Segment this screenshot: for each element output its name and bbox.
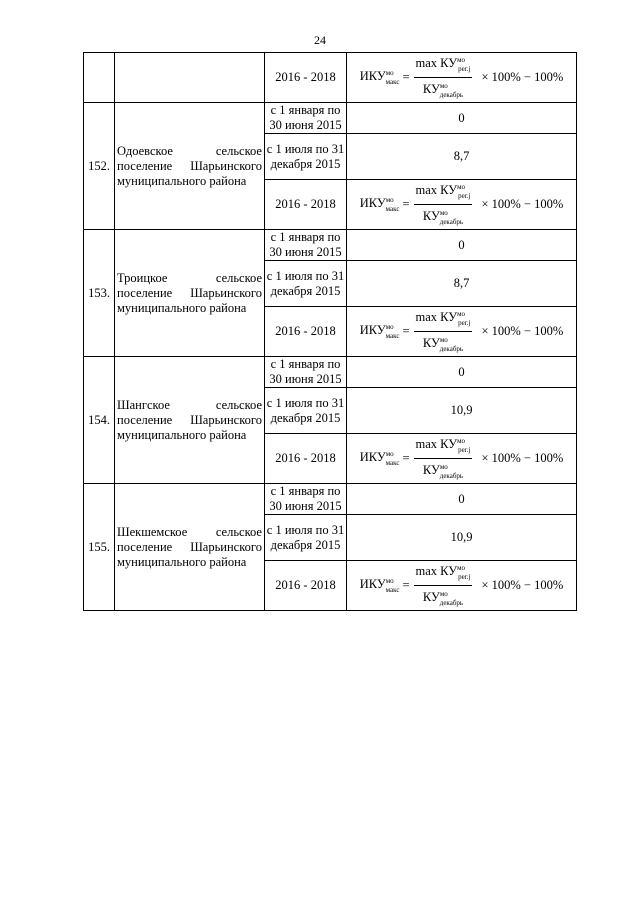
value-cell: 10,9 bbox=[347, 388, 577, 434]
formula-eq: = bbox=[402, 324, 410, 338]
page-number: 24 bbox=[314, 33, 326, 47]
row-number: 153. bbox=[84, 230, 115, 357]
formula-numerator: $\max КУ^{мо}_{рег.j}$ bbox=[414, 307, 473, 332]
formula-fraction bbox=[414, 307, 473, 356]
period-cell: с 1 января по 30 июня 2015 bbox=[265, 484, 347, 515]
row-number: 154. bbox=[84, 357, 115, 484]
value-cell: 0 bbox=[347, 230, 577, 261]
period-cell: 2016 - 2018 bbox=[265, 434, 347, 484]
formula bbox=[347, 307, 576, 356]
row-number: 155. bbox=[84, 484, 115, 611]
period-cell: с 1 июля по 31 декабря 2015 bbox=[265, 134, 347, 180]
period-cell: с 1 июля по 31 декабря 2015 bbox=[265, 388, 347, 434]
settlement-name: Шангское сельское поселение Шарьинского муниципального района bbox=[115, 357, 265, 484]
formula-denominator: $КУ^{мо}_{декабрь}$ bbox=[422, 82, 464, 99]
value-cell bbox=[347, 307, 577, 357]
period-cell: 2016 - 2018 bbox=[265, 561, 347, 611]
period-cell: с 1 июля по 31 декабря 2015 bbox=[265, 261, 347, 307]
period-cell: с 1 января по 30 июня 2015 bbox=[265, 103, 347, 134]
formula-numerator: $\max КУ^{мо}_{рег.j}$ bbox=[414, 434, 473, 459]
period-cell: 2016 - 2018 bbox=[265, 53, 347, 103]
formula-fraction bbox=[414, 434, 473, 483]
value-cell: 8,7 bbox=[347, 134, 577, 180]
period-cell: с 1 июля по 31 декабря 2015 bbox=[265, 515, 347, 561]
period-cell: с 1 января по 30 июня 2015 bbox=[265, 230, 347, 261]
formula bbox=[347, 561, 576, 610]
value-cell: 8,7 bbox=[347, 261, 577, 307]
formula-denominator: $КУ^{мо}_{декабрь}$ bbox=[422, 590, 464, 607]
period-cell: 2016 - 2018 bbox=[265, 307, 347, 357]
value-cell bbox=[347, 180, 577, 230]
num-cell bbox=[84, 53, 115, 103]
formula-tail: × 100% − 100% bbox=[481, 578, 564, 592]
settlement-name: Троицкое сельское поселение Шарьинского муниципального района bbox=[115, 230, 265, 357]
formula-eq: = bbox=[402, 451, 410, 465]
formula-numerator: $\max КУ^{мо}_{рег.j}$ bbox=[414, 53, 473, 78]
value-cell: 0 bbox=[347, 484, 577, 515]
formula-lhs: $ИКУ^{мо}_{макс}$ bbox=[359, 576, 400, 594]
table-row bbox=[84, 484, 577, 515]
formula-eq: = bbox=[402, 197, 410, 211]
settlement-name: Одоевское сельское поселение Шарьинского муниципального района bbox=[115, 103, 265, 230]
formula-eq: = bbox=[402, 578, 410, 592]
formula-denominator: $КУ^{мо}_{декабрь}$ bbox=[422, 336, 464, 353]
value-cell: 10,9 bbox=[347, 515, 577, 561]
table-row bbox=[84, 103, 577, 134]
row-number: 152. bbox=[84, 103, 115, 230]
formula-fraction bbox=[414, 53, 473, 102]
formula-numerator: $\max КУ^{мо}_{рег.j}$ bbox=[414, 180, 473, 205]
table-row bbox=[84, 230, 577, 261]
formula bbox=[347, 434, 576, 483]
table-row bbox=[84, 357, 577, 388]
formula-tail: × 100% − 100% bbox=[481, 324, 564, 338]
formula-denominator: $КУ^{мо}_{декабрь}$ bbox=[422, 463, 464, 480]
formula-lhs: $ИКУ^{мо}_{макс}$ bbox=[359, 449, 400, 467]
period-cell: с 1 января по 30 июня 2015 bbox=[265, 357, 347, 388]
formula bbox=[347, 180, 576, 229]
formula-fraction bbox=[414, 180, 473, 229]
formula-tail: × 100% − 100% bbox=[481, 451, 564, 465]
table-row bbox=[84, 53, 577, 103]
formula-numerator: $\max КУ^{мо}_{рег.j}$ bbox=[414, 561, 473, 586]
formula-lhs: $ИКУ^{мо}_{макс}$ bbox=[359, 68, 400, 86]
value-cell bbox=[347, 561, 577, 611]
formula-eq: = bbox=[402, 70, 410, 84]
formula-lhs: $ИКУ^{мо}_{макс}$ bbox=[359, 195, 400, 213]
formula bbox=[347, 53, 576, 102]
formula-denominator: $КУ^{мо}_{декабрь}$ bbox=[422, 209, 464, 226]
formula-tail: × 100% − 100% bbox=[481, 197, 564, 211]
tariff-index-table bbox=[83, 52, 577, 611]
name-cell bbox=[115, 53, 265, 103]
value-cell bbox=[347, 53, 577, 103]
formula-fraction bbox=[414, 561, 473, 610]
period-cell: 2016 - 2018 bbox=[265, 180, 347, 230]
value-cell bbox=[347, 434, 577, 484]
value-cell: 0 bbox=[347, 357, 577, 388]
settlement-name: Шекшемское сельское поселение Шарьинского муниципального района bbox=[115, 484, 265, 611]
formula-lhs: $ИКУ^{мо}_{макс}$ bbox=[359, 322, 400, 340]
value-cell: 0 bbox=[347, 103, 577, 134]
formula-tail: × 100% − 100% bbox=[481, 70, 564, 84]
